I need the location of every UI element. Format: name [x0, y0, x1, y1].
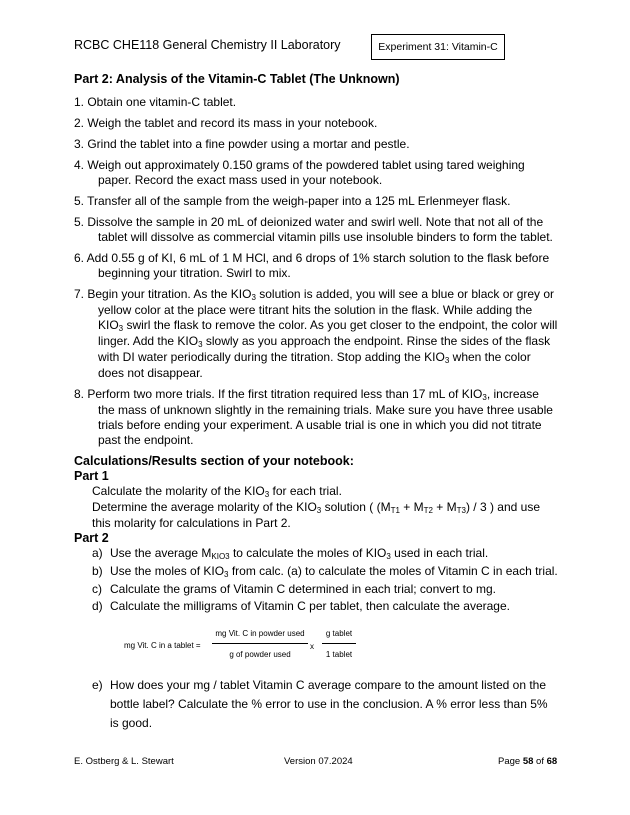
tablet-formula	[74, 620, 558, 672]
step-7-text-a: 7. Begin your titration. As the KIO	[74, 287, 252, 301]
step-7-text-b: solution is added, you will see a blue or black or grey or yellow color at the place were titrant hits the solution in the flask. While adding the KIO	[98, 287, 555, 332]
formula-lhs: mg Vit. C in a tablet =	[124, 641, 201, 650]
item-label: c)	[92, 582, 102, 596]
subscript-3: 3	[482, 393, 487, 402]
text: Use the average M	[110, 546, 212, 560]
subscript-3: 3	[251, 293, 256, 302]
subscript-3: 3	[444, 356, 450, 365]
header-title: RCBC CHE118 General Chemistry II Laboratory	[74, 38, 341, 52]
calc-part1-line1	[74, 484, 558, 500]
text: Calculate the milligrams of Vitamin C per tablet, then calculate the average.	[110, 599, 510, 613]
step-6: 6. Add 0.55 g of KI, 6 mL of 1 M HCl, and 6 drops of 1% starch solution to the flask before beginning your titration. Swirl to mix.	[74, 251, 550, 280]
step-7-text-e: when the color does not disappear.	[98, 350, 531, 380]
subscript-t1: T1	[390, 506, 400, 515]
text: Calculate the molarity of the KIO	[92, 484, 265, 498]
formula-fraction-1	[212, 626, 308, 662]
text: from calc. (a) to calculate the moles of Vitamin C in each trial.	[228, 564, 558, 578]
step-4: 4. Weigh out approximately 0.150 grams of the powdered tablet using tared weighing paper. Record the exact mass used in your notebook.	[74, 158, 525, 187]
calc-item-d	[74, 599, 558, 614]
item-label: a)	[92, 546, 103, 560]
item-label: d)	[92, 599, 103, 613]
subscript-3: 3	[198, 340, 203, 349]
step-8	[74, 387, 558, 448]
calc-item-b	[74, 564, 558, 580]
experiment-label-box: Experiment 31: Vitamin-C	[371, 34, 505, 60]
text: of	[533, 756, 547, 767]
calc-item-a	[74, 546, 558, 562]
text: Use the moles of KIO	[110, 564, 225, 578]
step-8-text-a: 8. Perform two more trials. If the first titration required less than 17 mL of KIO	[74, 387, 483, 401]
formula-fraction-2	[322, 626, 356, 662]
text: Calculate the grams of Vitamin C determined in each trial; convert to mg.	[110, 582, 496, 596]
calculations-heading: Calculations/Results section of your notebook:	[74, 454, 354, 468]
part2-heading: Part 2: Analysis of the Vitamin-C Tablet (The Unknown)	[74, 72, 400, 86]
step-5-transfer: 5. Transfer all of the sample from the weigh-paper into a 125 mL Erlenmeyer flask.	[74, 194, 511, 208]
footer-version: Version 07.2024	[284, 756, 353, 767]
subscript-3: 3	[264, 490, 270, 499]
step-5-dissolve: 5. Dissolve the sample in 20 mL of deionized water and swirl well. Note that not all of the tablet will dissolve as commercial vitamin pills use insoluble binders to form the tablet.	[74, 215, 553, 244]
calc-item-c	[74, 582, 558, 597]
formula-denominator-2: 1 tablet	[325, 650, 353, 659]
text: + M	[399, 500, 424, 514]
calc-part1-heading: Part 1	[74, 469, 109, 483]
step-8-text-b: , increase the mass of unknown slightly in the remaining trials. Make sure you have three usable trials before ending your experiment. A usable trial is one in which you did not titrate past the endpoint.	[98, 387, 553, 447]
text: + M	[432, 500, 457, 514]
formula-times: x	[310, 642, 314, 651]
subscript-kio3: KIO3	[211, 552, 230, 561]
calc-part1-line2	[74, 500, 558, 531]
formula-numerator-1: mg Vit. C in powder used	[212, 626, 308, 644]
subscript-3: 3	[386, 552, 391, 561]
step-2: 2. Weigh the tablet and record its mass in your notebook.	[74, 116, 378, 130]
step-7	[74, 287, 558, 381]
subscript-t3: T3	[456, 506, 466, 515]
text: ) / 3 ) and use this molarity for calculations in Part 2.	[92, 500, 541, 530]
page-current: 58	[522, 756, 534, 767]
subscript-3: 3	[224, 570, 229, 579]
step-3: 3. Grind the tablet into a fine powder using a mortar and pestle.	[74, 137, 410, 151]
text: Determine the average molarity of the KIO	[92, 500, 317, 514]
page-total: 68	[546, 756, 558, 767]
main-content	[74, 72, 558, 733]
footer-page-number	[498, 756, 557, 767]
subscript-3: 3	[316, 506, 322, 515]
text: to calculate the moles of KIO	[229, 546, 387, 560]
calc-item-e	[74, 676, 558, 733]
step-1: 1. Obtain one vitamin-C tablet.	[74, 95, 237, 109]
step-7-text-d: slowly as you approach the endpoint. Rinse the sides of the flask with DI water periodically during the titration. Stop adding the KIO	[98, 334, 551, 364]
formula-denominator-1: g of powder used	[229, 650, 291, 659]
text: used in each trial.	[390, 546, 489, 560]
subscript-t2: T2	[423, 506, 433, 515]
text: Page	[498, 756, 523, 767]
text: How does your mg / tablet Vitamin C average compare to the amount listed on the bottle label? Calculate the % error to use in the conclusion. A % error less than 5% is good.	[110, 678, 548, 730]
step-7-text-c: swirl the flask to remove the color. As you get closer to the endpoint, the color will linger. Add the KIO	[98, 318, 558, 348]
subscript-3: 3	[118, 324, 124, 333]
text: for each trial.	[269, 484, 342, 498]
procedure-steps	[74, 95, 558, 448]
formula-numerator-2: g tablet	[322, 626, 356, 644]
item-label: e)	[92, 678, 103, 692]
calc-part2-heading: Part 2	[74, 531, 109, 545]
item-label: b)	[92, 564, 103, 578]
footer-authors: E. Ostberg & L. Stewart	[74, 756, 174, 767]
text: solution ( (M	[321, 500, 391, 514]
calc-part2-list	[74, 546, 558, 614]
